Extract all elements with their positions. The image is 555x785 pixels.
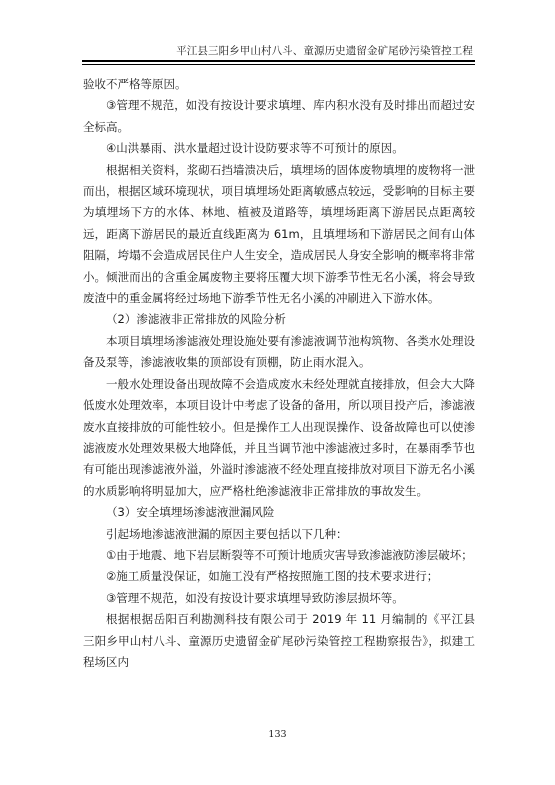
document-body [83, 74, 475, 673]
body-paragraph: ③管理不规范，如没有按设计要求填埋、库内积水没有及时排出而超过安全标高。 [83, 98, 475, 134]
body-paragraph: 根据相关资料，浆砌石挡墙溃决后，填埋场的固体废物填埋的废物将一泄而出，根据区域环境现状，项目填埋场处距离敏感点较远，受影响的目标主要为填埋场下方的水体、林地、植被及道路等，填埋场距离下游居民点距离较远，距离下游居民的最近直线距离为 61m，且填埋场和下游居民之间有山体阻隔，垮塌不会造成居民住户人生安全，造成居民人身安全影响的概率将非常小。倾泄而出的含重金属废物主要将压覆大坝下游季节性无名小溪，将会导致废渣中的重金属将经过场地下游季节性无名小溪的冲刷进入下游水体。 [83, 162, 475, 306]
body-paragraph: 引起场地渗滤液泄漏的原因主要包括以下几种： [106, 526, 348, 541]
header-rule-thick [82, 60, 475, 62]
body-paragraph: 验收不严格等原因。 [83, 77, 187, 91]
body-paragraph: 根据根据岳阳百利勘测科技有限公司于 2019 年 11 月编制的《平江县三阳乡甲山村八斗、童源历史遗留金矿尾砂污染管控工程勘察报告》，拟建工程场区内 [83, 612, 475, 669]
body-paragraph: （3）安全填埋场渗滤液泄漏风险 [106, 505, 275, 520]
body-paragraph: （2）渗滤液非正常排放的风险分析 [106, 312, 286, 327]
body-paragraph: 一般水处理设备出现故障不会造成废水未经处理就直接排放，但会大大降低废水处理效率，本项目设计中考虑了设备的备用，所以项目投产后，渗滤液废水直接排放的可能性较小。但是操作工人出现误操作、设备故障也可以使渗滤液废水处理效果极大地降低，并且当调节池中渗滤液过多时，在暴雨季节也有可能出现渗滤液外溢，外溢时渗滤液不经处理直接排放对项目下游无名小溪的水质影响将明显加大，应严格杜绝渗滤液非正常排放的事故发生。 [83, 376, 475, 498]
body-paragraph: ③管理不规范，如没有按设计要求填埋导致防渗层损坏等。 [106, 590, 404, 605]
running-header: 平江县三阳乡甲山村八斗、童源历史遗留金矿尾砂污染管控工程 [176, 45, 473, 57]
header-rule-thin [82, 64, 475, 65]
page-number: 133 [268, 729, 287, 740]
body-paragraph: 本项目填埋场渗滤液处理设施处要有渗滤液调节池构筑物、各类水处理设备及泵等，渗滤液收集的顶部设有顶棚，防止雨水混入。 [83, 333, 475, 370]
body-paragraph: ④山洪暴雨、洪水量超过设计设防要求等不可预计的原因。 [106, 141, 404, 156]
body-paragraph: ②施工质量没保证，如施工没有严格按照施工图的技术要求进行； [106, 569, 439, 584]
body-paragraph: ①由于地震、地下岩层断裂等不可预计地质灾害导致渗滤液防渗层破坏； [106, 547, 473, 562]
